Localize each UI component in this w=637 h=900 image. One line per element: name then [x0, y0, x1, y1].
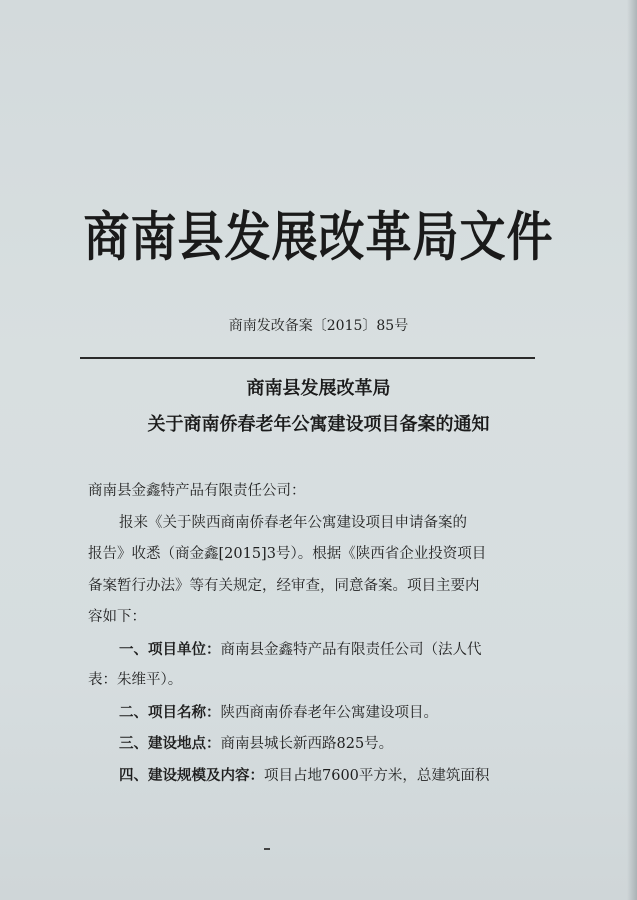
item-scale — [88, 760, 550, 792]
subject-line-1: 商南县发展改革局 — [246, 378, 391, 399]
item-label: 三、建设地点： — [119, 735, 221, 752]
paragraph-line: 备案暂行办法》等有关规定，经审查，同意备案。项目主要内 — [88, 577, 480, 594]
document-number: 商南发改备案〔2015〕85号 — [228, 318, 409, 334]
item-project-unit — [88, 634, 550, 666]
item-location — [88, 728, 550, 760]
item-label: 一、项目单位： — [119, 640, 221, 658]
paper-edge-shadow — [627, 0, 637, 900]
addressee: 商南县金鑫特产品有限责任公司： — [88, 483, 306, 499]
item-text: 陕西商南侨春老年公寓建设项目。 — [220, 704, 438, 721]
item-label: 四、建设规模及内容： — [119, 766, 264, 784]
document-header-title: 商南县发展改革局文件 — [83, 205, 554, 268]
item-project-unit-continued: 表：朱维平）。 — [88, 672, 183, 688]
item-project-name — [88, 697, 550, 729]
document-body — [88, 476, 550, 791]
paragraph-line: 报来《关于陕西商南侨春老年公寓建设项目申请备案的 — [119, 514, 467, 531]
item-text: 项目占地7600平方米，总建筑面积 — [264, 767, 490, 784]
paragraph-line: 报告》收悉（商金鑫[2015]3号）。根据《陕西省企业投资项目 — [88, 546, 487, 562]
item-text: 商南县金鑫特产品有限责任公司（法人代 — [220, 641, 482, 658]
header-divider — [80, 357, 535, 359]
page-mark — [264, 848, 270, 850]
item-label: 二、项目名称： — [119, 703, 221, 721]
paragraph-line: 容如下： — [88, 609, 146, 625]
subject-line-2: 关于商南侨春老年公寓建设项目备案的通知 — [147, 414, 490, 435]
item-text: 商南县城长新西路825号。 — [220, 736, 394, 752]
